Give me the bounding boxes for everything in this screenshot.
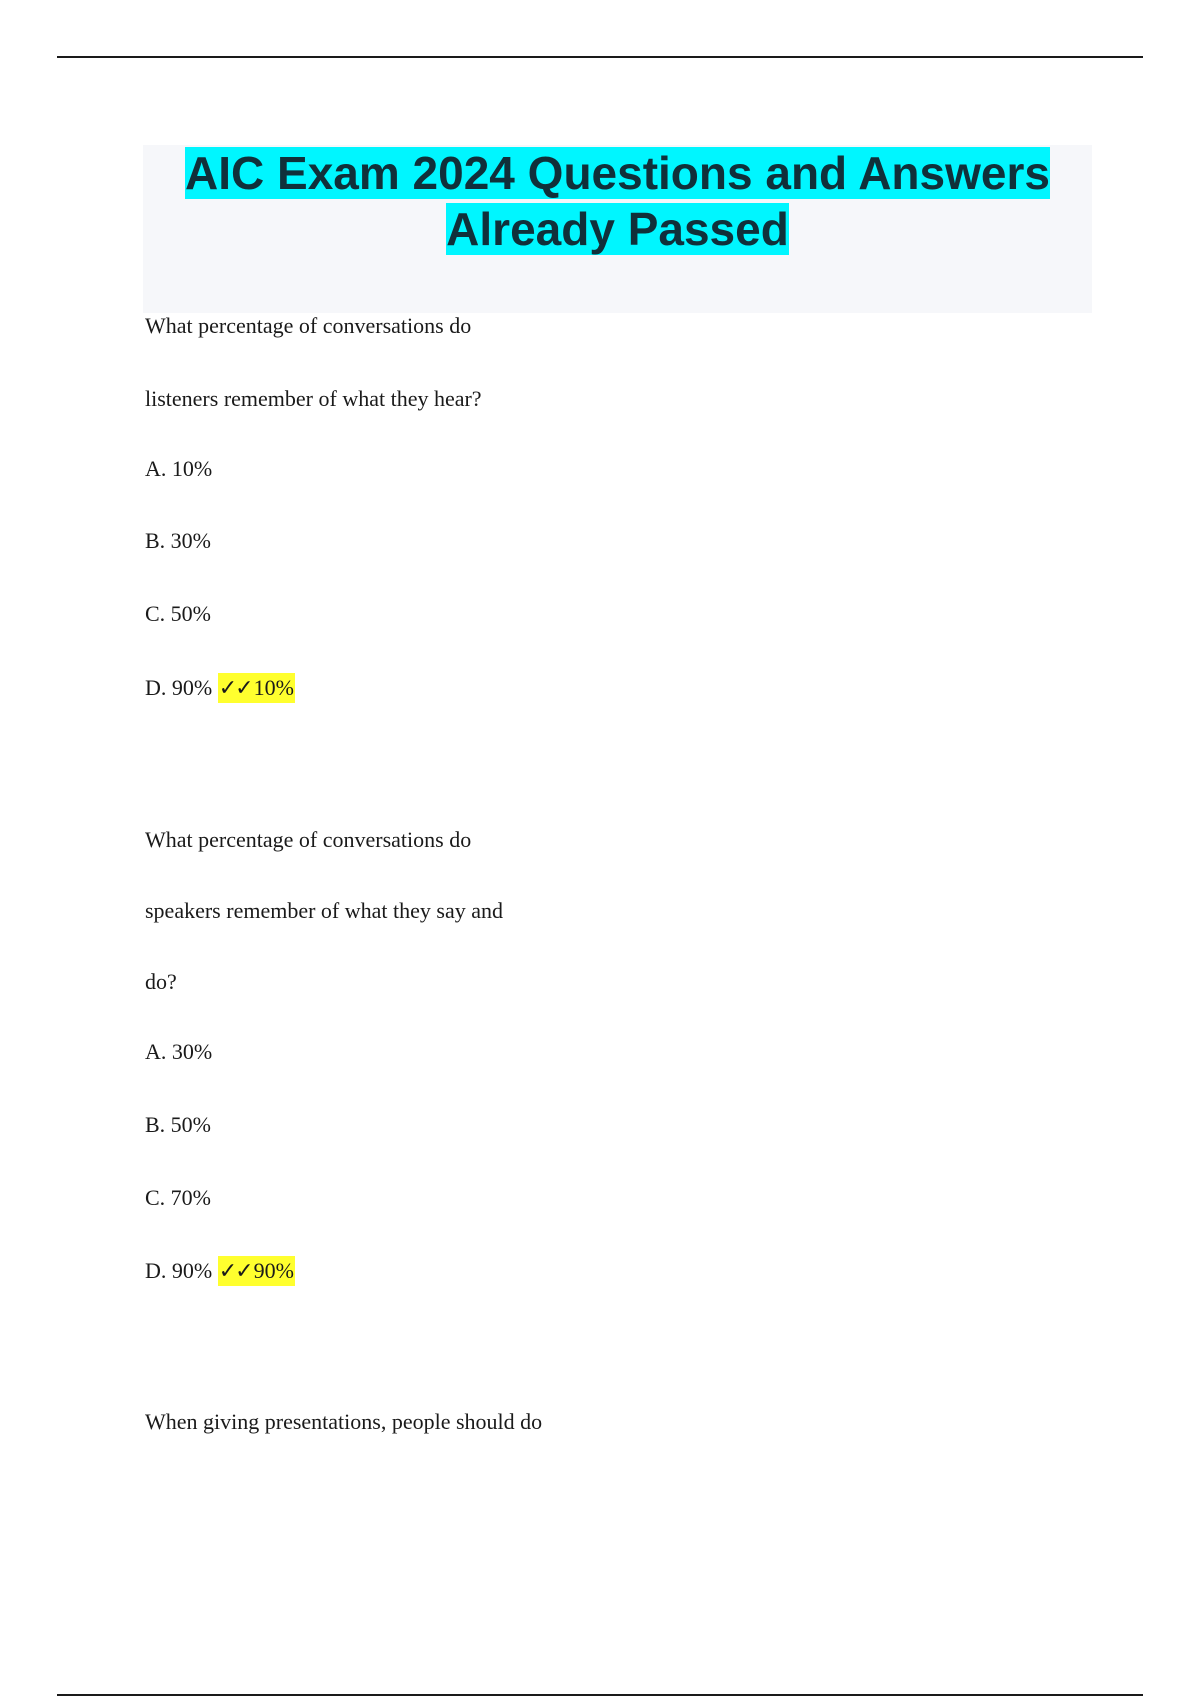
question-1-line-1: What percentage of conversations do: [145, 313, 472, 338]
question-1-answer-value: 10%: [253, 675, 294, 700]
question-2-option-b: B. 50%: [145, 1112, 211, 1137]
header-rule: [57, 56, 1143, 58]
question-2-line-2: speakers remember of what they say and: [145, 898, 503, 923]
question-1-option-d-row: [145, 674, 295, 703]
question-1-option-a: A. 10%: [145, 456, 213, 481]
footer-rule: [57, 1694, 1143, 1696]
question-2-option-d: D. 90%: [145, 1258, 213, 1283]
question-2-answer-value: 90%: [253, 1258, 294, 1283]
question-2-option-d-row: [145, 1257, 295, 1286]
question-3-line-1: When giving presentations, people should do: [145, 1409, 543, 1434]
question-2-option-a: A. 30%: [145, 1039, 213, 1064]
double-check-icon: ✓✓: [218, 676, 252, 701]
question-1-line-2: listeners remember of what they hear?: [145, 386, 482, 411]
question-2-line-3: do?: [145, 969, 177, 994]
document-title: AIC Exam 2024 Questions and Answers Already Passed: [185, 147, 1050, 255]
question-1-option-d: D. 90%: [145, 675, 213, 700]
question-1-option-b: B. 30%: [145, 528, 211, 553]
question-1-answer: [218, 673, 295, 703]
question-2-option-c: C. 70%: [145, 1185, 211, 1210]
title-panel: [143, 145, 1092, 313]
question-1-option-c: C. 50%: [145, 601, 211, 626]
double-check-icon: ✓✓: [218, 1259, 252, 1284]
question-2-answer: [218, 1256, 295, 1286]
question-2-line-1: What percentage of conversations do: [145, 827, 472, 852]
